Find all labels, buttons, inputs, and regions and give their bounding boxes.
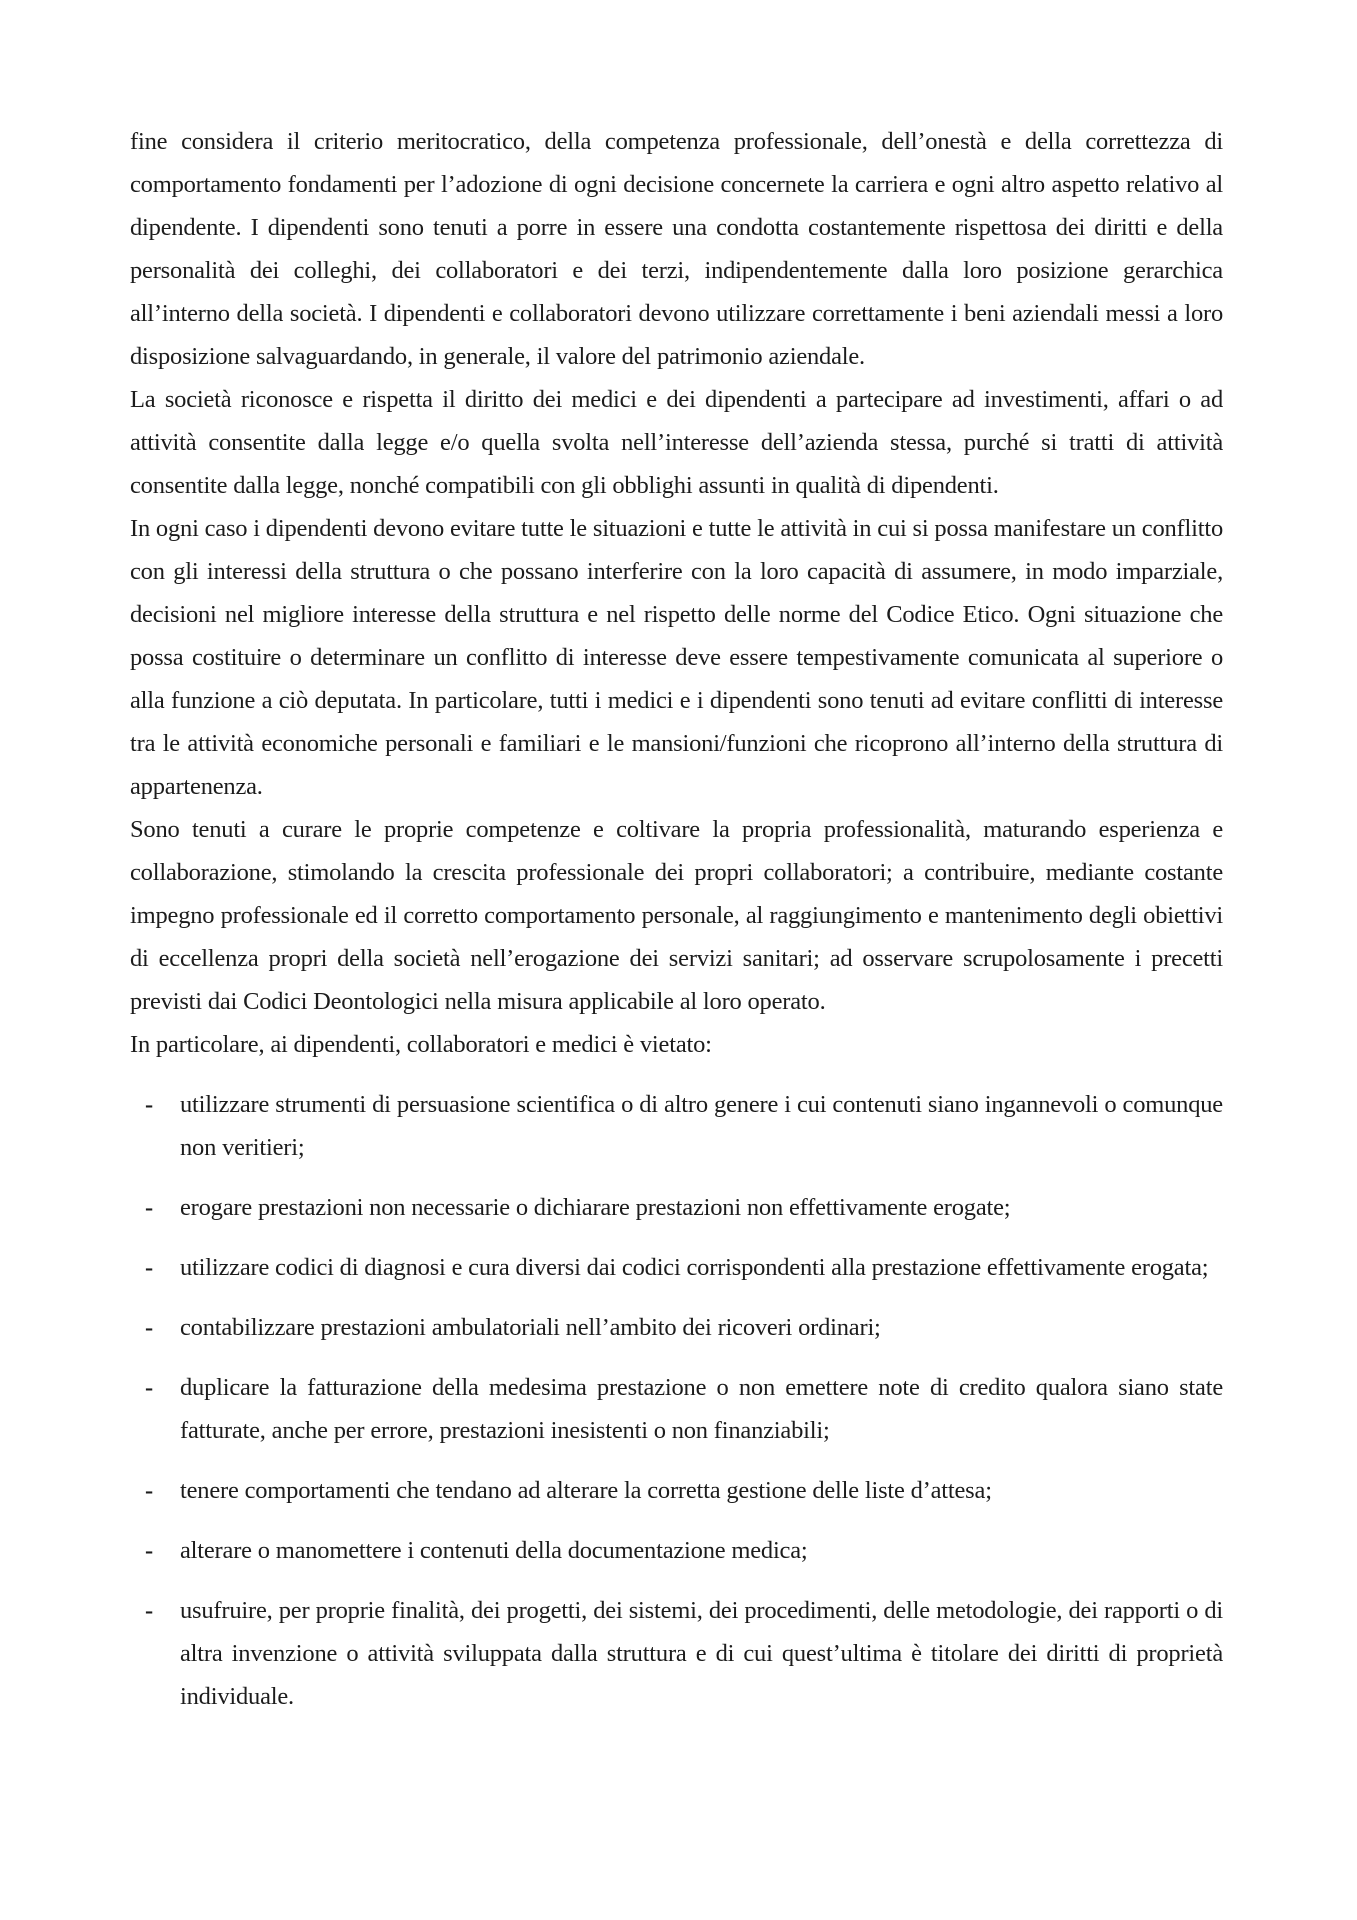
dash-bullet-marker: -: [145, 1091, 154, 1118]
dash-bullet-marker: -: [145, 1254, 154, 1281]
list-item: [130, 1186, 1223, 1229]
dash-bullet-marker: -: [145, 1477, 154, 1504]
list-item-text: tenere comportamenti che tendano ad alterare la corretta gestione delle liste d’attesa;: [180, 1477, 992, 1504]
prohibition-list: [130, 1083, 1223, 1718]
dash-bullet-marker: -: [145, 1537, 154, 1564]
list-item-text: usufruire, per proprie finalità, dei progetti, dei sistemi, dei procedimenti, delle metodologie, dei rapporti o di altra invenzione o attività sviluppata dalla struttura e di cui quest’ultima è titolare dei diritti di proprietà individuale.: [180, 1597, 1223, 1710]
dash-bullet-marker: -: [145, 1314, 154, 1341]
list-item: [130, 1306, 1223, 1349]
dash-bullet-marker: -: [145, 1597, 154, 1624]
paragraph: fine considera il criterio meritocratico, della competenza professionale, dell’onestà e della correttezza di comportamento fondamenti per l’adozione di ogni decisione concernete la carriera e ogni altro aspetto relativo al dipendente. I dipendenti sono tenuti a porre in essere una condotta costantemente rispettosa dei diritti e della personalità dei colleghi, dei collaboratori e dei terzi, indipendentemente dalla loro posizione gerarchica all’interno della società. I dipendenti e collaboratori devono utilizzare correttamente i beni aziendali messi a loro disposizione salvaguardando, in generale, il valore del patrimonio aziendale.: [130, 128, 1223, 370]
paragraph: La società riconosce e rispetta il diritto dei medici e dei dipendenti a partecipare ad investimenti, affari o ad attività consentite dalla legge e/o quella svolta nell’interesse dell’azienda stessa, purché si tratti di attività consentite dalla legge, nonché compatibili con gli obblighi assunti in qualità di dipendenti.: [130, 386, 1223, 499]
list-item-text: utilizzare strumenti di persuasione scientifica o di altro genere i cui contenuti siano ingannevoli o comunque non veritieri;: [180, 1091, 1223, 1161]
dash-bullet-marker: -: [145, 1374, 154, 1401]
list-item: [130, 1246, 1223, 1289]
list-item-text: erogare prestazioni non necessarie o dichiarare prestazioni non effettivamente erogate;: [180, 1194, 1011, 1221]
paragraph: In ogni caso i dipendenti devono evitare tutte le situazioni e tutte le attività in cui si possa manifestare un conflitto con gli interessi della struttura o che possano interferire con la loro capacità di assumere, in modo imparziale, decisioni nel migliore interesse della struttura e nel rispetto delle norme del Codice Etico. Ogni situazione che possa costituire o determinare un conflitto di interesse deve essere tempestivamente comunicata al superiore o alla funzione a ciò deputata. In particolare, tutti i medici e i dipendenti sono tenuti ad evitare conflitti di interesse tra le attività economiche personali e familiari e le mansioni/funzioni che ricoprono all’interno della struttura di appartenenza.: [130, 515, 1223, 800]
paragraph: Sono tenuti a curare le proprie competenze e coltivare la propria professionalità, maturando esperienza e collaborazione, stimolando la crescita professionale dei propri collaboratori; a contribuire, mediante costante impegno professionale ed il corretto comportamento personale, al raggiungimento e mantenimento degli obiettivi di eccellenza propri della società nell’erogazione dei servizi sanitari; ad osservare scrupolosamente i precetti previsti dai Codici Deontologici nella misura applicabile al loro operato.: [130, 816, 1223, 1015]
list-item: [130, 1366, 1223, 1452]
list-item-text: contabilizzare prestazioni ambulatoriali nell’ambito dei ricoveri ordinari;: [180, 1314, 881, 1341]
text-body: [130, 120, 1223, 1718]
list-item-text: utilizzare codici di diagnosi e cura diversi dai codici corrispondenti alla prestazione effettivamente erogata;: [180, 1254, 1209, 1281]
paragraph: In particolare, ai dipendenti, collaboratori e medici è vietato:: [130, 1031, 712, 1058]
list-item: [130, 1469, 1223, 1512]
paragraphs: [130, 120, 1223, 1066]
list-item: [130, 1589, 1223, 1718]
list-item-text: duplicare la fatturazione della medesima prestazione o non emettere note di credito qualora siano state fatturate, anche per errore, prestazioni inesistenti o non finanziabili;: [180, 1374, 1223, 1444]
list-item: [130, 1529, 1223, 1572]
list-item: [130, 1083, 1223, 1169]
list-item-text: alterare o manomettere i contenuti della documentazione medica;: [180, 1537, 808, 1564]
dash-bullet-marker: -: [145, 1194, 154, 1221]
